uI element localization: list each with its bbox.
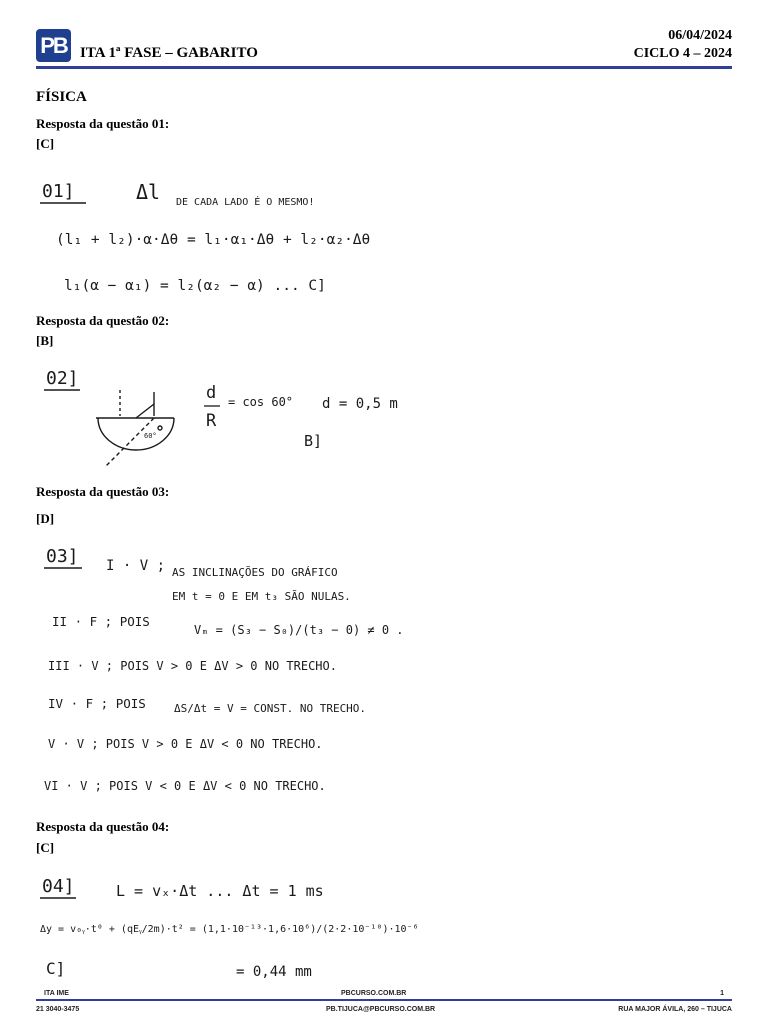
q04-answer-mark: C] bbox=[46, 959, 66, 978]
q01-note: DE CADA LADO É O MESMO! bbox=[176, 197, 315, 208]
question-label: Resposta da questão 04: bbox=[36, 819, 170, 834]
q01-number: 01] bbox=[42, 181, 75, 202]
q03-item-5: V · V ; POIS V > 0 E ΔV < 0 NO TRECHO. bbox=[48, 737, 323, 751]
handwritten-solution-01 bbox=[36, 165, 428, 307]
handwritten-solution-02 bbox=[36, 360, 408, 478]
q04-result: = 0,44 mm bbox=[236, 964, 312, 980]
header-date: 06/04/2024 bbox=[668, 28, 732, 43]
q03-item-1: I · V ; bbox=[106, 558, 166, 574]
question-answer: [C] bbox=[36, 136, 55, 151]
q02-r: R bbox=[206, 411, 217, 431]
q03-item-2: II · F ; POIS bbox=[52, 614, 150, 629]
footer-email[interactable]: PB.TIJUCA@PBCURSO.COM.BR bbox=[326, 1006, 436, 1013]
q03-item-6: VI · V ; POIS V < 0 E ΔV < 0 NO TRECHO. bbox=[44, 779, 326, 793]
q04-equation-1: L = vₓ·Δt ... Δt = 1 ms bbox=[116, 882, 324, 900]
q02-result: d = 0,5 m bbox=[322, 396, 398, 412]
handwritten-solution-03 bbox=[36, 536, 420, 808]
q03-item-3: III · V ; POIS V > 0 E ΔV > 0 NO TRECHO. bbox=[48, 659, 337, 673]
footer-page-number: 1 bbox=[720, 990, 724, 997]
q03-item-1-text-b: EM t = 0 E EM t₃ SÃO NULAS. bbox=[172, 590, 351, 603]
header-cycle: CICLO 4 – 2024 bbox=[633, 46, 732, 61]
q03-item-4-eq: ΔS/Δt = V = CONST. NO TRECHO. bbox=[174, 702, 367, 715]
q01-delta-l: Δl bbox=[136, 180, 161, 204]
question-answer: [C] bbox=[36, 840, 55, 855]
brand-logo: PB bbox=[36, 29, 71, 62]
footer-phone: 21 3040-3475 bbox=[36, 1006, 80, 1013]
q02-number: 02] bbox=[46, 368, 79, 389]
q03-item-2-eq: Vₘ = (S₃ − S₀)/(t₃ − 0) ≠ 0 . bbox=[194, 623, 404, 637]
handwritten-solution-04 bbox=[36, 868, 420, 992]
header-divider bbox=[36, 66, 732, 69]
q03-number: 03] bbox=[46, 546, 79, 567]
footer-left-label: ITA IME bbox=[44, 990, 69, 997]
question-label: Resposta da questão 03: bbox=[36, 484, 170, 499]
q03-item-4: IV · F ; POIS bbox=[48, 696, 146, 711]
q04-number: 04] bbox=[42, 876, 75, 897]
footer-website[interactable]: PBCURSO.COM.BR bbox=[341, 990, 407, 997]
semicircle-diagram bbox=[96, 390, 174, 466]
footer-divider bbox=[36, 999, 732, 1001]
footer-address: RUA MAJOR ÁVILA, 260 – TIJUCA bbox=[618, 1006, 732, 1013]
q02-cos: = cos 60° bbox=[228, 395, 294, 409]
q04-equation-2: Δy = v₀ᵧ·t⁰ + (qEᵧ/2m)·t² = (1,1·10⁻¹³·1,6·10⁶)/(2·2·10⁻¹⁰)·10⁻⁶ bbox=[40, 924, 419, 935]
question-label: Resposta da questão 02: bbox=[36, 313, 170, 328]
question-answer: [B] bbox=[36, 333, 54, 348]
q01-equation-1: (l₁ + l₂)·α·Δθ = l₁·α₁·Δθ + l₂·α₂·Δθ bbox=[56, 232, 371, 248]
q01-equation-2: l₁(α − α₁) = l₂(α₂ − α) ... C] bbox=[64, 278, 326, 294]
q02-angle-label: 60° bbox=[144, 432, 157, 440]
question-answer: [D] bbox=[36, 511, 55, 526]
question-label: Resposta da questão 01: bbox=[36, 116, 170, 131]
q02-answer-mark: B] bbox=[304, 432, 323, 450]
q03-item-1-text-a: AS INCLINAÇÕES DO GRÁFICO bbox=[172, 566, 338, 579]
page-title: ITA 1ª FASE – GABARITO bbox=[80, 45, 258, 61]
subject-heading: FÍSICA bbox=[36, 89, 87, 105]
q02-d: d bbox=[206, 383, 217, 403]
